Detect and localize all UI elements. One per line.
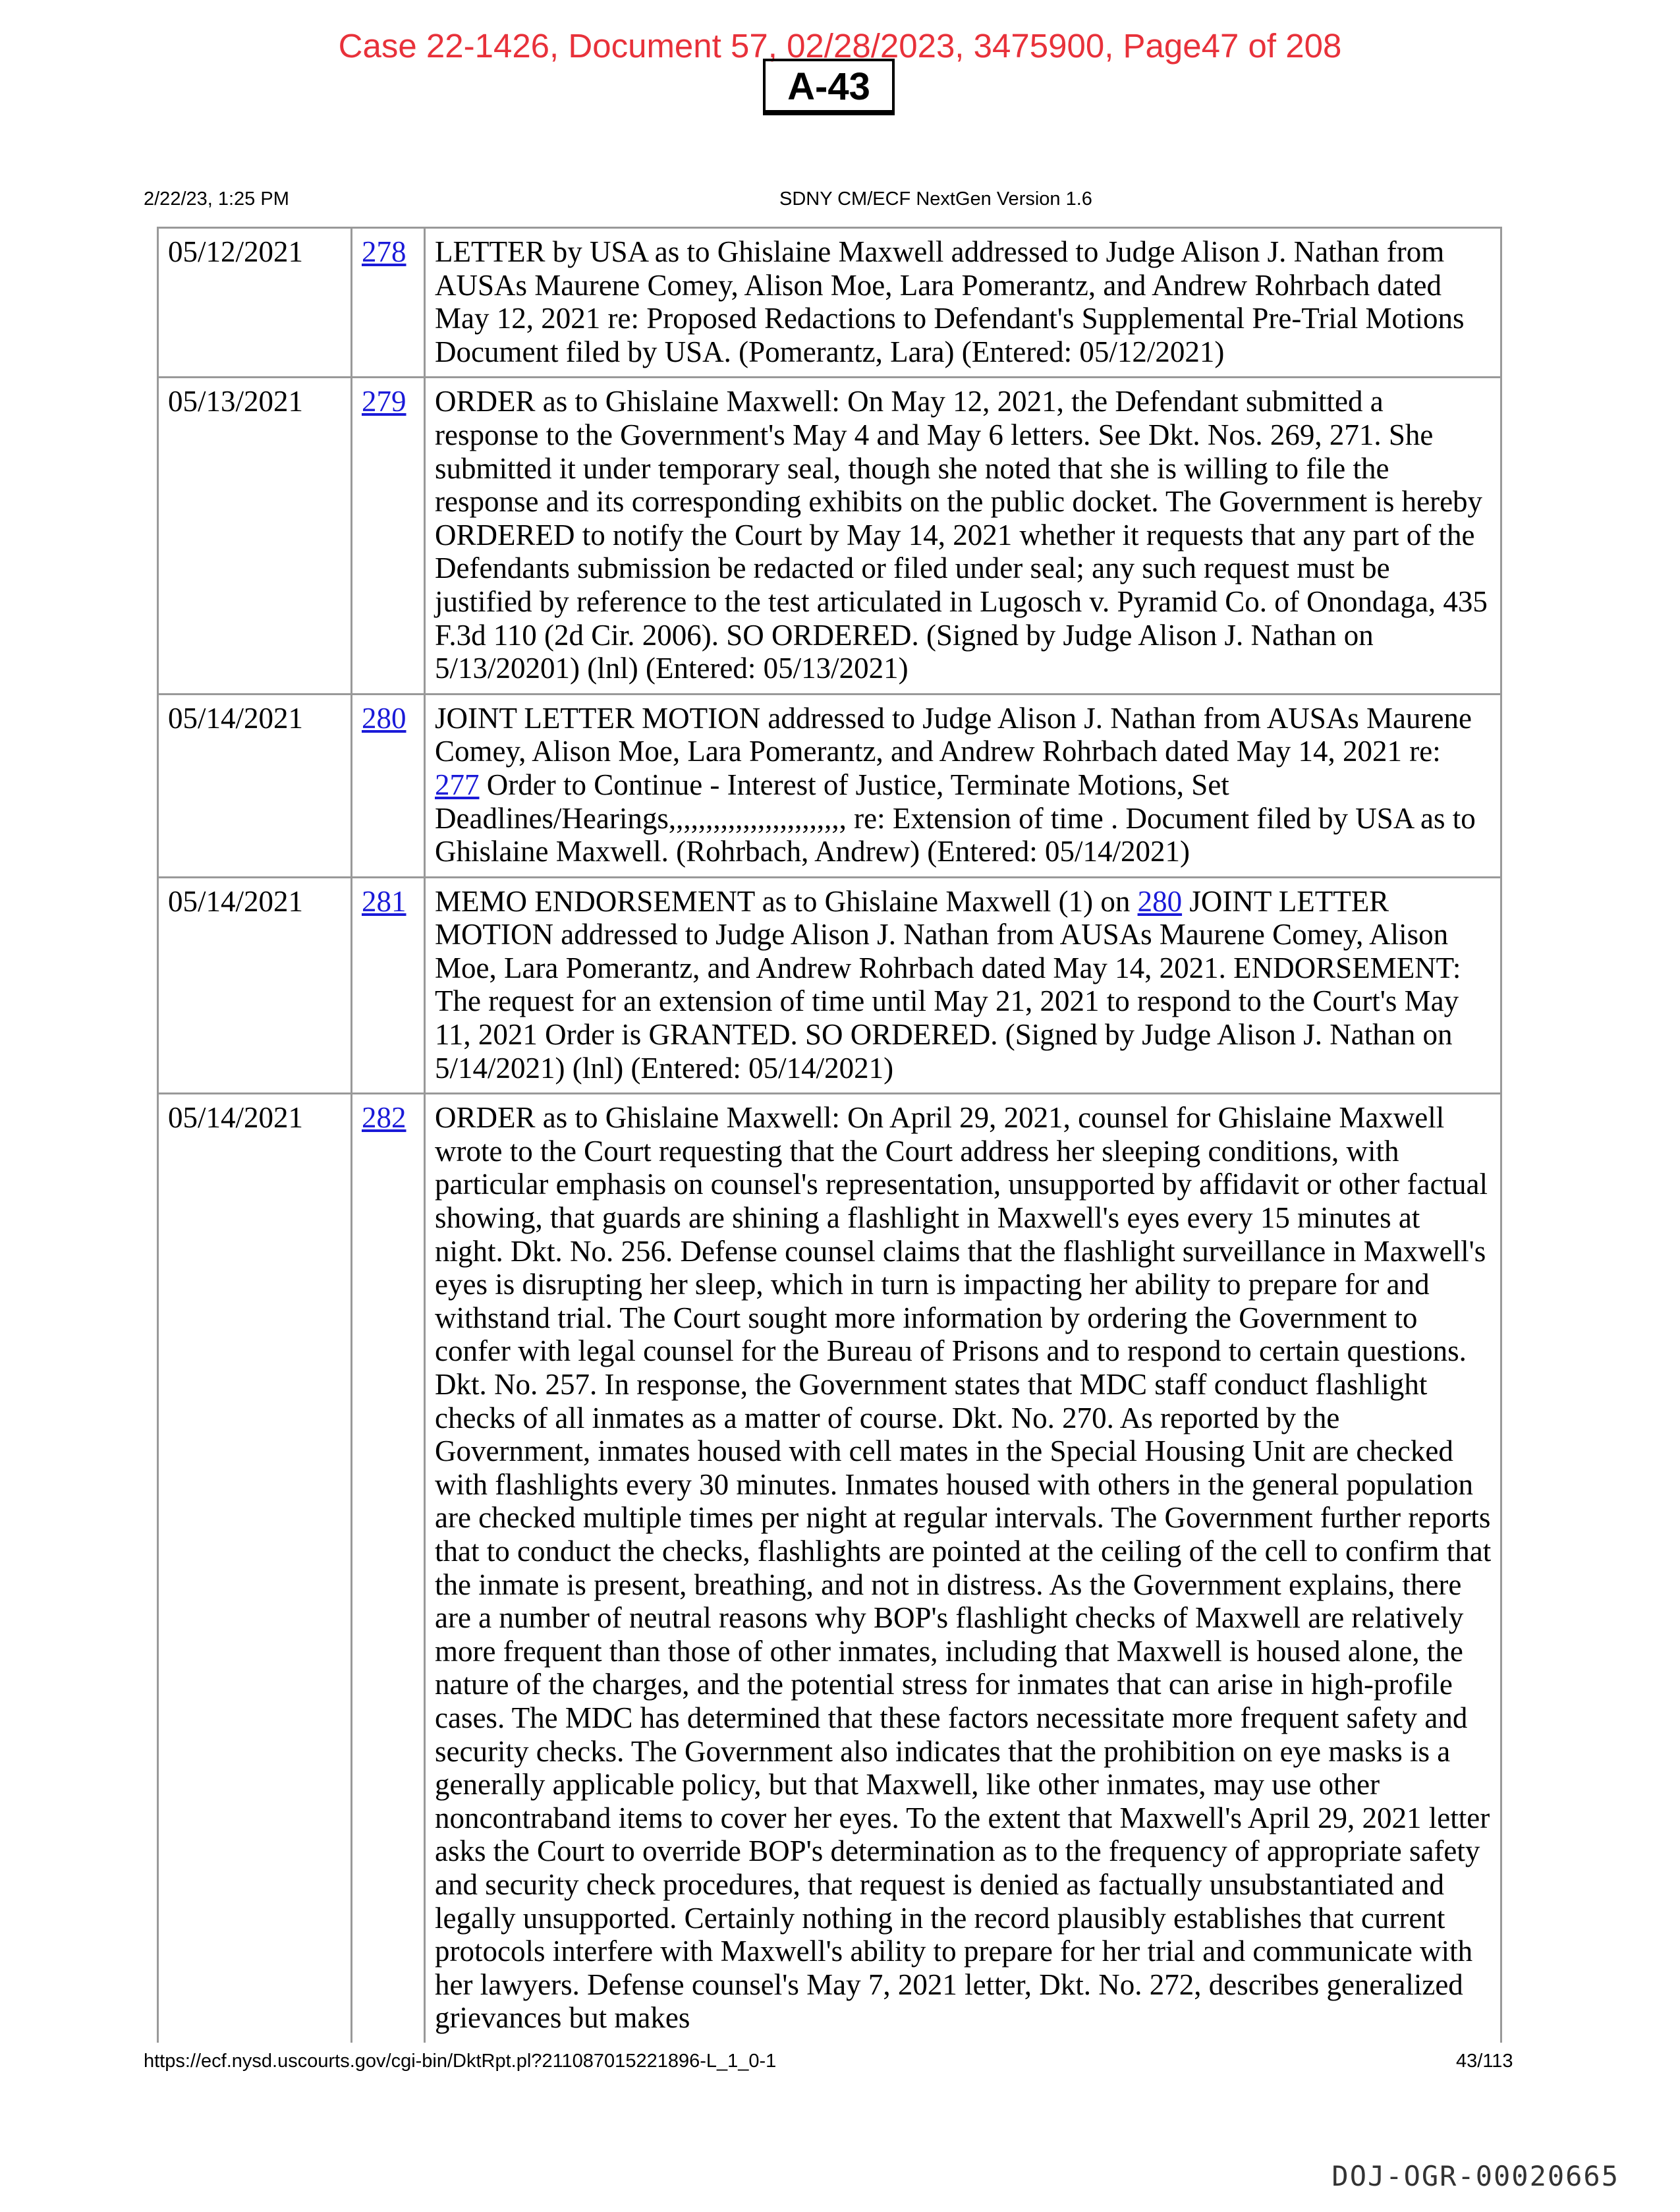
footer-page-number: 43/113 [1456,2051,1513,2072]
entry-date: 05/14/2021 [158,877,352,1094]
entry-text: LETTER by USA as to Ghislaine Maxwell addressed to Judge Alison J. Nathan from AUSAs Maurene Comey, Alison Moe, Lara Pomerantz, and Andrew Rohrbach dated May 12, 2021 re: Proposed Redactions to Defendant's Supplemental Pre-Trial Motions Document filed by USA. (Pomerantz, Lara) (Entered: 05/12/2021) [425,228,1501,378]
entry-date: 05/12/2021 [158,228,352,378]
case-stamp: Case 22-1426, Document 57, 02/28/2023, 3475900, Page47 of 208 [338,27,1342,65]
entry-text: ORDER as to Ghislaine Maxwell: On April 29, 2021, counsel for Ghislaine Maxwell wrote to the Court requesting that the Court address her sleeping conditions, with particular emphasis on counsel's representation, unsupported by affidavit or other factual showing, that guards are shining a flashlight in Maxwell's eyes every 15 minutes at night. Dkt. No. 256. Defense counsel claims that the flashlight surveillance in Maxwell's eyes is disrupting her sleep, which in turn is impacting her ability to prepare for and withstand trial. The Court sought more information by ordering the Government to confer with legal counsel for the Bureau of Prisons and to respond to certain questions. Dkt. No. 257. In response, the Government states that MDC staff conduct flashlight checks of all inmates as a matter of course. Dkt. No. 270. As reported by the Government, inmates housed with cell mates in the Special Housing Unit are checked with flashlights every 30 minutes. Inmates housed with others in the general population are checked multiple times per night at regular intervals. The Government further reports that to conduct the checks, flashlights are pointed at the ceiling of the cell to confirm that the inmate is present, breathing, and not in distress. As the Government explains, there are a number of neutral reasons why BOP's flashlight checks of Maxwell are relatively more frequent than those of other inmates, including that Maxwell is housed alone, the nature of the charges, and the potential stress for inmates that can arise in high-profile cases. The MDC has determined that these factors necessitate more frequent safety and security checks. The Government also indicates that the prohibition on eye masks is a generally applicable policy, but that Maxwell, like other inmates, may use other noncontraband items to cover her eyes. To the extent that Maxwell's April 29, 2021 letter asks the Court to override BOP's determination as to the frequency of appropriate safety and security check procedures, that request is denied as factually unsubstantiated and legally unsupported. Certainly nothing in the record plausibly establishes that current protocols interfere with Maxwell's ability to prepare for her trial and communicate with her lawyers. Defense counsel's May 7, 2021 letter, Dkt. No. 272, describes generalized grievances but makes [425,1094,1501,2043]
docket-number-link[interactable]: 281 [362,884,406,918]
referenced-docket-link[interactable]: 280 [1137,884,1183,918]
bates-number: DOJ-OGR-00020665 [1331,2160,1619,2192]
docket-number-link[interactable]: 279 [362,385,406,418]
docket-number-link[interactable]: 278 [362,235,406,268]
entry-text [425,694,1501,877]
entry-date: 05/13/2021 [158,378,352,694]
docket-number-link[interactable]: 282 [362,1101,406,1135]
entry-text-part: MEMO ENDORSEMENT as to Ghislaine Maxwell (1) on [435,884,1138,918]
referenced-docket-link[interactable]: 277 [435,768,480,801]
table-row [158,694,1501,877]
entry-date: 05/14/2021 [158,694,352,877]
table-row [158,378,1501,694]
docket-number-link[interactable]: 280 [362,701,406,735]
entry-text-part: Order to Continue - Interest of Justice, Terminate Motions, Set Deadlines/Hearings,,,,,,,,,,,,,,,,,,,,,,,, re: Extension of time . Document filed by USA as to Ghislaine Maxwell. (Rohrbach, Andrew) (Entered: 05/14/2021) [435,768,1476,868]
entry-text [425,877,1501,1094]
footer-url: https://ecf.nysd.uscourts.gov/cgi-bin/DktRpt.pl?211087015221896-L_1_0-1 [144,2051,777,2072]
page-header-title: SDNY CM/ECF NextGen Version 1.6 [779,188,1092,210]
entry-text-part: JOINT LETTER MOTION addressed to Judge Alison J. Nathan from AUSAs Maurene Comey, Alison Moe, Lara Pomerantz, and Andrew Rohrbach dated May 14, 2021 re: [435,701,1472,768]
docket-table [157,227,1502,2043]
exhibit-label: A-43 [763,59,895,115]
entry-text: ORDER as to Ghislaine Maxwell: On May 12, 2021, the Defendant submitted a response to the Government's May 4 and May 6 letters. See Dkt. Nos. 269, 271. She submitted it under temporary seal, though she noted that she is willing to file the response and its corresponding exhibits on the public docket. The Government is hereby ORDERED to notify the Court by May 14, 2021 whether it requests that any part of the Defendants submission be redacted or filed under seal; any such request must be justified by reference to the test articulated in Lugosch v. Pyramid Co. of Onondaga, 435 F.3d 110 (2d Cir. 2006). SO ORDERED. (Signed by Judge Alison J. Nathan on 5/13/20201) (lnl) (Entered: 05/13/2021) [425,378,1501,694]
entry-text-part: JOINT LETTER MOTION addressed to Judge Alison J. Nathan from AUSAs Maurene Comey, Alison Moe, Lara Pomerantz, and Andrew Rohrbach dated May 14, 2021. ENDORSEMENT: The request for an extension of time until May 21, 2021 to respond to the Court's May 11, 2021 Order is GRANTED. SO ORDERED. (Signed by Judge Alison J. Nathan on 5/14/2021) (lnl) (Entered: 05/14/2021) [435,884,1461,1085]
table-row [158,1094,1501,2043]
print-datetime: 2/22/23, 1:25 PM [144,188,289,210]
entry-date: 05/14/2021 [158,1094,352,2043]
table-row [158,877,1501,1094]
table-row [158,228,1501,378]
